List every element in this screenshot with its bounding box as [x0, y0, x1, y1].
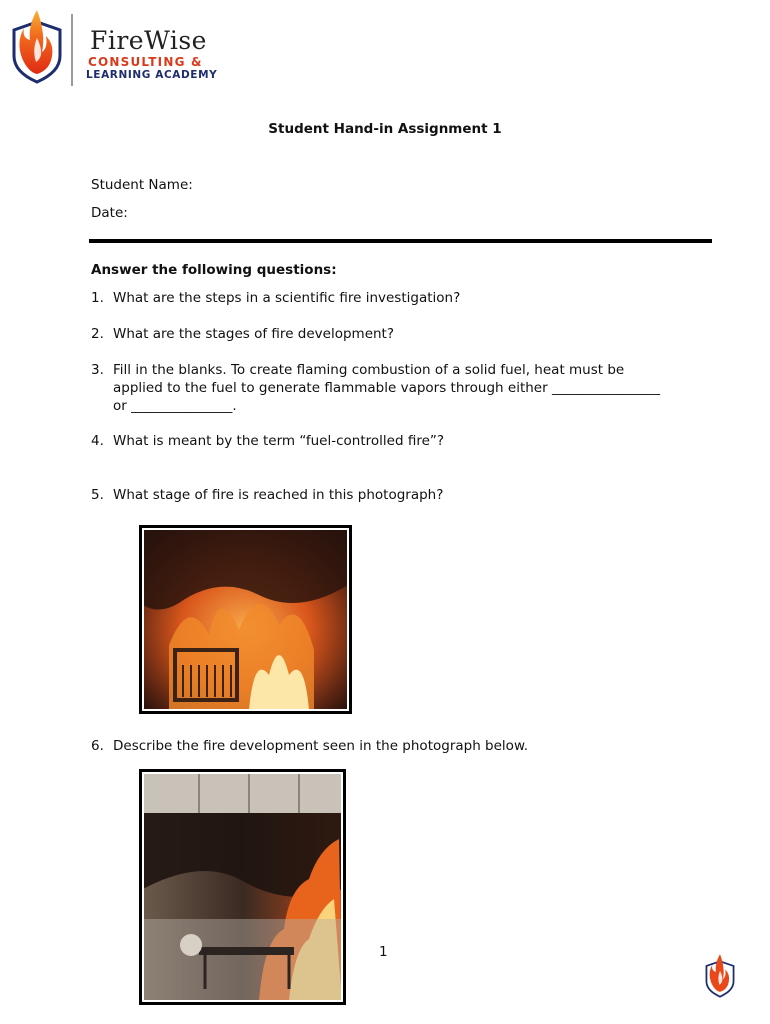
date-label: Date: — [91, 205, 128, 221]
question-text: What are the steps in a scientific fire investigation? — [113, 290, 461, 306]
section-heading: Answer the following questions: — [91, 262, 337, 278]
flame-shield-icon — [10, 8, 64, 86]
question-text: What are the stages of fire development? — [113, 326, 395, 342]
brand-subtitle-2: LEARNING ACADEMY — [86, 69, 218, 81]
question-text: Fill in the blanks. To create flaming combustion of a solid fuel, heat must be applied to the fuel to generate flammable vapors through either ________________ or _______________. — [113, 362, 660, 414]
brand-name: FireWise — [90, 26, 207, 55]
question-4 — [91, 432, 671, 450]
question-number: 1. — [91, 290, 104, 306]
question-text: What is meant by the term “fuel-controlled fire”? — [113, 433, 445, 449]
question-number: 2. — [91, 326, 104, 342]
question-3 — [91, 361, 671, 415]
student-name-label: Student Name: — [91, 177, 193, 193]
question-number: 5. — [91, 487, 104, 503]
brand-subtitle-1: CONSULTING & — [88, 55, 203, 69]
fire-photograph-1 — [139, 525, 352, 714]
question-number: 3. — [91, 362, 104, 378]
question-5 — [91, 486, 671, 504]
question-number: 6. — [91, 738, 104, 754]
question-2 — [91, 325, 671, 343]
question-6 — [91, 737, 671, 755]
flame-shield-icon — [704, 953, 736, 999]
page-number: 1 — [379, 944, 388, 960]
question-text: What stage of fire is reached in this photograph? — [113, 487, 444, 503]
divider-rule — [89, 239, 712, 243]
page-title: Student Hand-in Assignment 1 — [268, 121, 502, 137]
question-1 — [91, 289, 671, 307]
fire-photograph-2 — [139, 769, 346, 1005]
question-number: 4. — [91, 433, 104, 449]
logo-divider — [71, 14, 73, 86]
question-text: Describe the fire development seen in the photograph below. — [113, 738, 529, 754]
